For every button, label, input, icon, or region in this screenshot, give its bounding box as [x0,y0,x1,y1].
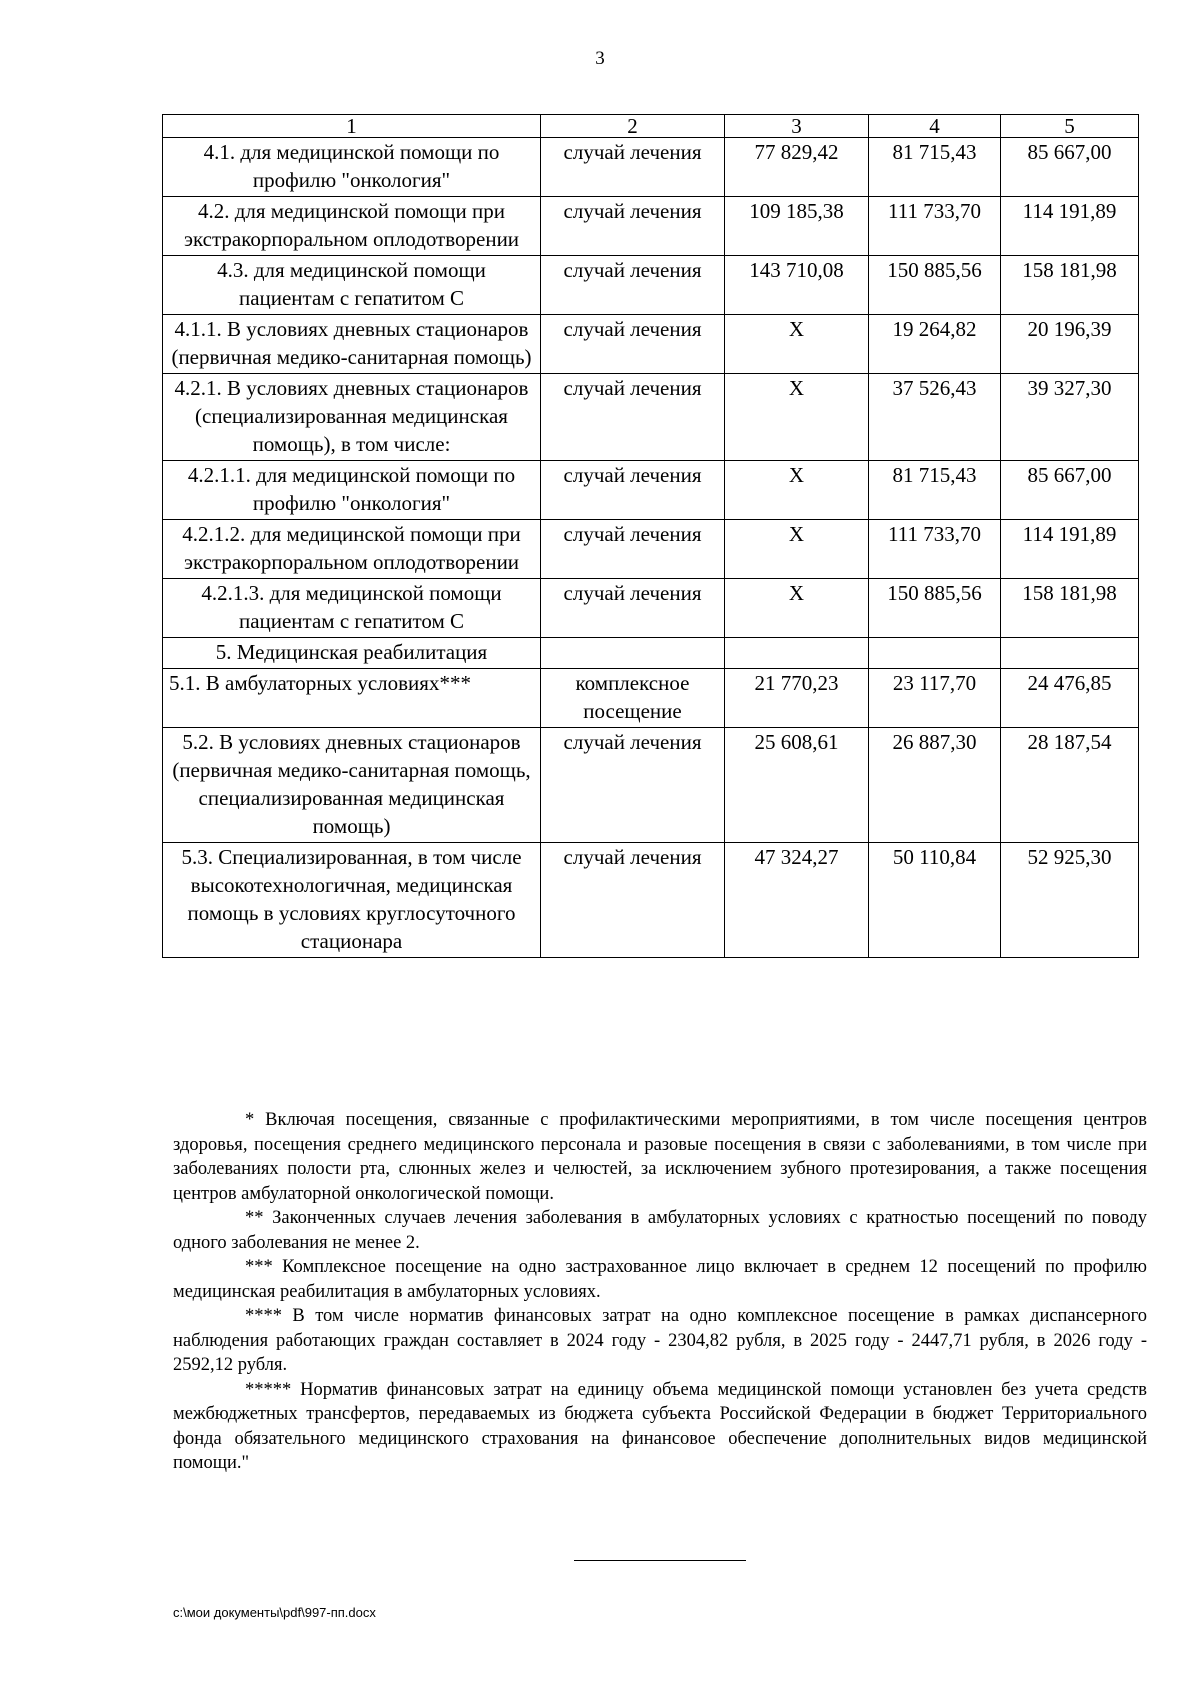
footnote: *** Комплексное посещение на одно застрахованное лицо включает в среднем 12 посещений по профилю медицинская реабилитация в амбулаторных условиях. [173,1257,1147,1302]
footnote: * Включая посещения, связанные с профилактическими мероприятиями, в том числе посещения центров здоровья, посещения среднего медицинского персонала и разовые посещения в связи с заболеваниями, в том числе при заболеваниях полости рта, слюнных желез и челюстей, за исключением зубного протезирования, а также посещения центров амбулаторной онкологической помощи. [173,1110,1147,1204]
row-value-col4: 37 526,43 [869,374,1001,461]
row-name: 4.2.1.2. для медицинской помощи при экстракорпоральном оплодотворении [163,520,541,579]
row-name: 4.1.1. В условиях дневных стационаров (первичная медико-санитарная помощь) [163,315,541,374]
row-value-col3: Х [725,374,869,461]
table-row [163,520,1139,579]
table-row [163,374,1139,461]
page-number: 3 [595,48,605,69]
header-cell: 5 [1001,115,1139,138]
row-value-col5: 114 191,89 [1001,197,1139,256]
row-name: 4.2.1.1. для медицинской помощи по профилю "онкология" [163,461,541,520]
footnote: **** В том числе норматив финансовых затрат на одно комплексное посещение в рамках диспансерного наблюдения работающих граждан составляет в 2024 году - 2304,82 рубля, в 2025 году - 2447,71 рубля, в 2026 году - 2592,12 рубля. [173,1306,1147,1375]
row-unit: случай лечения [541,728,725,843]
table-row [163,197,1139,256]
table-row [163,461,1139,520]
row-value-col5: 85 667,00 [1001,138,1139,197]
row-name: 4.2. для медицинской помощи при экстракорпоральном оплодотворении [163,197,541,256]
row-value-col3: 109 185,38 [725,197,869,256]
file-path: c:\мои документы\pdf\997-пп.docx [173,1605,376,1620]
row-unit: случай лечения [541,138,725,197]
row-value-col4: 150 885,56 [869,579,1001,638]
row-value-col3: 47 324,27 [725,843,869,958]
row-value-col5: 85 667,00 [1001,461,1139,520]
row-value-col5: 39 327,30 [1001,374,1139,461]
footnotes [173,1108,1147,1476]
row-name: 4.3. для медицинской помощи пациентам с гепатитом С [163,256,541,315]
header-cell: 1 [163,115,541,138]
row-value-col3 [725,638,869,669]
header-cell: 3 [725,115,869,138]
header-cell: 2 [541,115,725,138]
table-row [163,669,1139,728]
footnote: ***** Норматив финансовых затрат на единицу объема медицинской помощи установлен без учета средств межбюджетных трансфертов, передаваемых из бюджета субъекта Российской Федерации в бюджет Территориального фонда обязательного медицинского страхования на финансовое обеспечение дополнительных видов медицинской помощи." [173,1379,1147,1473]
header-cell: 4 [869,115,1001,138]
row-value-col4: 26 887,30 [869,728,1001,843]
footnote: ** Законченных случаев лечения заболевания в амбулаторных условиях с кратностью посещений по поводу одного заболевания не менее 2. [173,1208,1147,1253]
row-value-col3: Х [725,461,869,520]
row-value-col5: 24 476,85 [1001,669,1139,728]
row-name: 4.2.1. В условиях дневных стационаров (специализированная медицинская помощь), в том числе: [163,374,541,461]
row-value-col4 [869,638,1001,669]
row-value-col3: 21 770,23 [725,669,869,728]
row-name: 4.1. для медицинской помощи по профилю "онкология" [163,138,541,197]
row-value-col4: 81 715,43 [869,461,1001,520]
row-value-col5: 28 187,54 [1001,728,1139,843]
row-value-col5: 20 196,39 [1001,315,1139,374]
row-unit: случай лечения [541,843,725,958]
table-row [163,315,1139,374]
row-unit: случай лечения [541,197,725,256]
table-row [163,843,1139,958]
row-value-col3: 143 710,08 [725,256,869,315]
row-unit: случай лечения [541,520,725,579]
row-value-col4: 23 117,70 [869,669,1001,728]
row-value-col3: Х [725,315,869,374]
row-unit: случай лечения [541,461,725,520]
table-header-row [163,115,1139,138]
row-name: 4.2.1.3. для медицинской помощи пациентам с гепатитом С [163,579,541,638]
table-row [163,579,1139,638]
row-unit: случай лечения [541,374,725,461]
row-value-col3: Х [725,579,869,638]
row-name: 5.3. Специализированная, в том числе высокотехнологичная, медицинская помощь в условиях круглосуточного стационара [163,843,541,958]
table-row [163,138,1139,197]
table-row [163,638,1139,669]
row-value-col4: 150 885,56 [869,256,1001,315]
row-value-col5 [1001,638,1139,669]
row-value-col5: 158 181,98 [1001,256,1139,315]
row-value-col4: 111 733,70 [869,197,1001,256]
row-value-col3: 77 829,42 [725,138,869,197]
data-table [162,114,1139,958]
row-value-col4: 19 264,82 [869,315,1001,374]
row-value-col3: 25 608,61 [725,728,869,843]
row-value-col3: Х [725,520,869,579]
row-unit [541,638,725,669]
row-unit: случай лечения [541,315,725,374]
table-row [163,728,1139,843]
row-value-col4: 81 715,43 [869,138,1001,197]
row-unit: случай лечения [541,579,725,638]
row-unit: случай лечения [541,256,725,315]
row-name: 5. Медицинская реабилитация [163,638,541,669]
table-row [163,256,1139,315]
row-value-col5: 52 925,30 [1001,843,1139,958]
row-unit: комплексное посещение [541,669,725,728]
row-name: 5.2. В условиях дневных стационаров (первичная медико-санитарная помощь, специализированная медицинская помощь) [163,728,541,843]
row-value-col4: 111 733,70 [869,520,1001,579]
row-name: 5.1. В амбулаторных условиях*** [163,669,541,728]
row-value-col5: 158 181,98 [1001,579,1139,638]
row-value-col5: 114 191,89 [1001,520,1139,579]
row-value-col4: 50 110,84 [869,843,1001,958]
separator-line [574,1560,746,1561]
